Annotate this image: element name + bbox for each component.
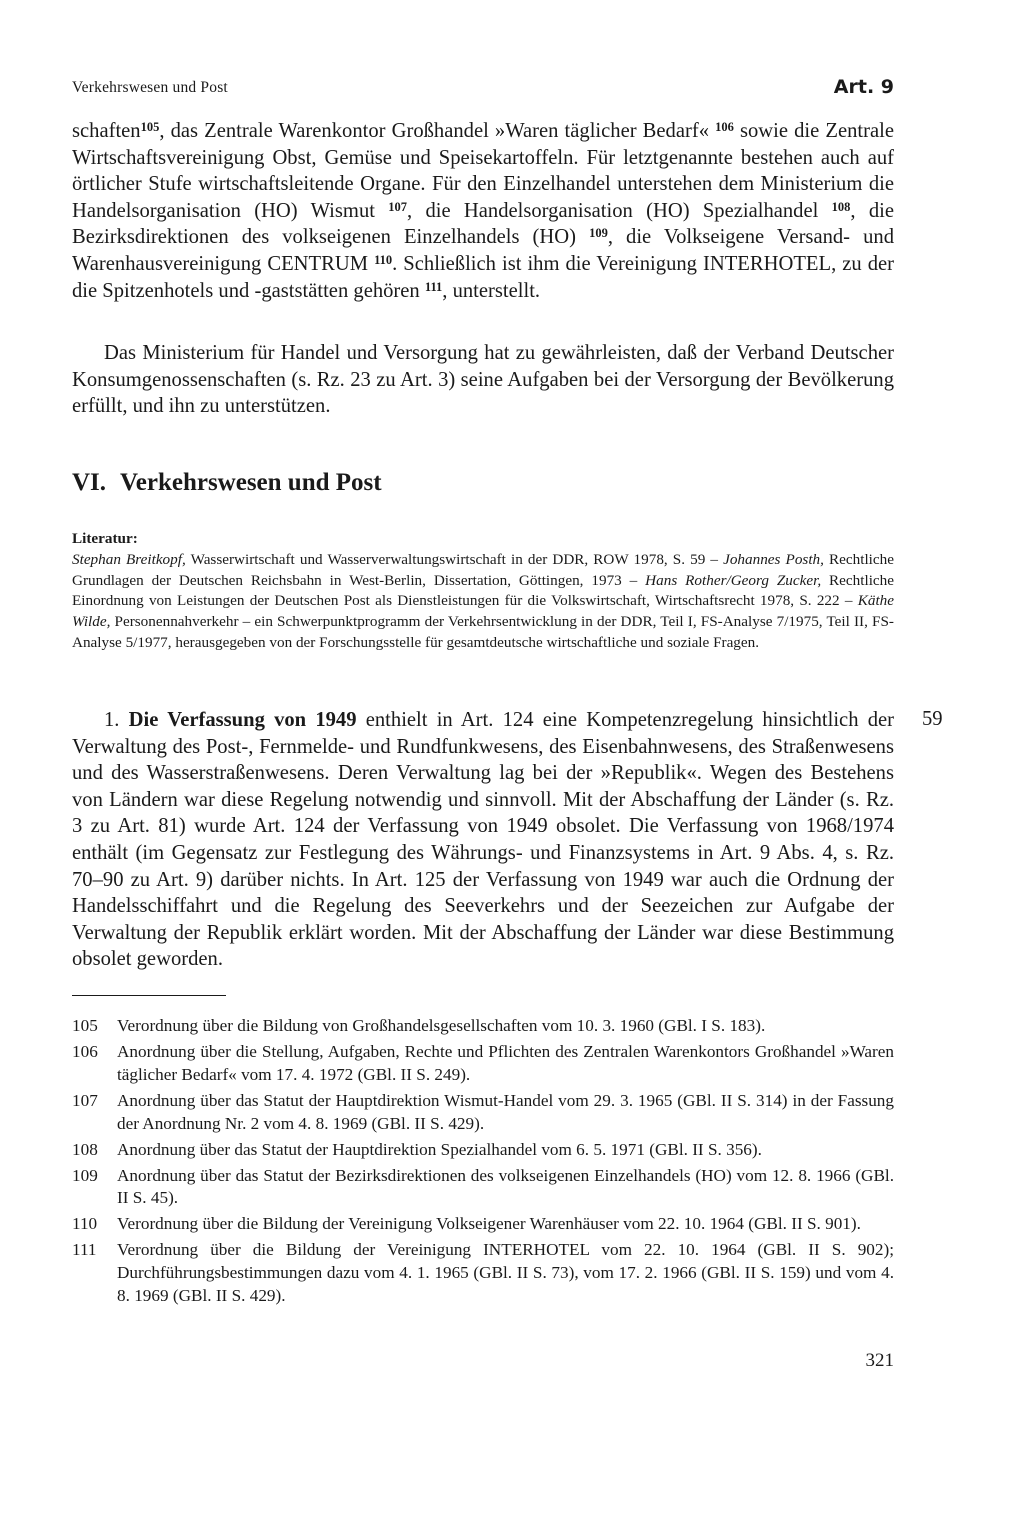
section-heading	[72, 469, 382, 497]
footnote-109	[72, 1165, 894, 1211]
lit-author-4: Käthe Wilde,	[72, 592, 894, 631]
article-label: Art. 9	[833, 76, 894, 98]
literature-text: Stephan Breitkopf, Wasserwirtschaft und Wasserverwaltungswirtschaft in der DDR, ROW 1978, S. 59 – Johannes Posth, Rechtliche Grundlagen der Deutschen Reichsbahn in West-Berlin, Dissertation, Göttingen, 1973 – Hans Rother/Georg Zucker, Rechtliche Einordnung von Leistungen der Deutschen Post als Dienstleistungen für die Volkswirtschaft, Wirtschaftsrecht 1978, S. 222 – Käthe Wilde, Personennahverkehr – ein Schwerpunktprogramm der Verkehrsentwicklung in der DDR, Teil I, FS-Analyse 7/1975, Teil II, FS-Analyse 5/1977, herausgegeben von der Forschungsstelle für gesamtdeutsche wirtschaftliche und soziale Fragen.	[72, 550, 894, 651]
footnote-text: Anordnung über das Statut der Bezirksdirektionen des volkseigenen Einzelhandels (HO) vom 12. 8. 1966 (GBl. II S. 45).	[117, 1165, 894, 1208]
margin-number: 59	[922, 708, 943, 730]
section-title: Verkehrswesen und Post	[120, 469, 382, 496]
footnote-107	[72, 1090, 894, 1136]
footnote-ref-106[interactable]: 106	[715, 120, 734, 134]
footnote-number: 107	[72, 1090, 98, 1110]
footnote-ref-111[interactable]: 111	[424, 279, 443, 294]
footnote-text: Verordnung über die Bildung der Vereinigung INTERHOTEL vom 22. 10. 1964 (GBl. II S. 902); Durchführungsbestimmungen dazu vom 4. 1. 1965 (GBl. II S. 73), vom 17. 2. 1966 (GBl. II S. 159) und vom 4. 8. 1969 (GBl. II S. 429).	[117, 1240, 894, 1305]
footnote-text: Anordnung über das Statut der Hauptdirektion Spezialhandel vom 6. 5. 1971 (GBl. II S. 356).	[117, 1139, 762, 1159]
lit-author-3: Hans Rother/Georg Zucker,	[645, 571, 822, 589]
lit-author-2: Johannes Posth,	[723, 550, 824, 568]
paragraph-lead: Die Verfassung von 1949	[128, 709, 357, 731]
footnote-105	[72, 1015, 894, 1038]
footnote-number: 111	[72, 1240, 97, 1260]
footnote-ref-105[interactable]: 105	[140, 120, 160, 134]
footnote-ref-109[interactable]: 109	[589, 226, 608, 241]
footnote-rule	[72, 995, 226, 996]
footnote-text: Anordnung über die Stellung, Aufgaben, Rechte und Pflichten des Zentralen Warenkontors Großhandel »Waren täglicher Bedarf« vom 17. 4. 1972 (GBl. II S. 249).	[117, 1041, 894, 1084]
footnote-number: 109	[72, 1165, 98, 1185]
footnote-text: Anordnung über das Statut der Hauptdirektion Wismut-Handel vom 29. 3. 1965 (GBl. II S. 314) in der Fassung der Anordnung Nr. 2 vom 4. 8. 1969 (GBl. II S. 429).	[117, 1090, 894, 1133]
paragraph-constitution-1949: 1. Die Verfassung von 1949 enthielt in Art. 124 eine Kompetenzregelung hinsichtlich der Verwaltung des Post-, Fernmelde- und Rundfunkwesens, des Eisenbahnwesens, des Straßenwesens und des Wasserstraßenwesens. Deren Verwaltung lag bei der »Republik«. Wegen des Bestehens von Ländern war diese Regelung notwendig und sinnvoll. Mit der Abschaffung der Länder (s. Rz. 3 zu Art. 81) wurde Art. 124 der Verfassung von 1949 obsolet. Die Verfassung von 1968/1974 enthält (im Gegensatz zur Festlegung des Währungs- und Finanzsystems in Art. 9 Abs. 4, s. Rz. 70–90 zu Art. 9) darüber nichts. In Art. 125 der Verfassung von 1949 war auch die Ordnung der Handelsschiffahrt und die Regelung des Seeverkehrs und der Seezeichen zur Aufgabe der Verwaltung der Republik erklärt worden. Mit der Abschaffung der Länder war diese Bestimmung obsolet geworden.	[72, 709, 894, 971]
footnote-text: Verordnung über die Bildung der Vereinigung Volkseigener Warenhäuser vom 22. 10. 1964 (GBl. II S. 901).	[117, 1214, 861, 1234]
footnote-ref-110[interactable]: 110	[374, 252, 393, 267]
footnote-106	[72, 1041, 894, 1087]
paragraph-continuation: schaften$^{105}$, das Zentrale Warenkontor Großhandel »Waren täglicher Bedarf« $^{106}$ sowie die Zentrale Wirtschaftsvereinigung Obst, Gemüse und Speisekartoffeln. Für letztgenannte bestehen auch auf örtlicher Stufe wirtschaftsleitende Organe. Für den Einzelhandel unterstehen dem Ministerium die Handelsorganisation (HO) Wismut $^{107}$, die Handelsorganisation (HO) Spezialhandel $^{108}$, die Bezirksdirektionen des volkseigenen Einzelhandels (HO) $^{109}$, die Volkseigene Versand- und Warenhausvereinigung CENTRUM $^{110}$. Schließlich ist ihm die Vereinigung INTERHOTEL, zu der die Spitzenhotels und -gaststätten gehören $^{111}$, unterstellt.	[72, 120, 895, 302]
footnote-number: 108	[72, 1139, 98, 1159]
running-title: Verkehrswesen und Post	[72, 79, 228, 96]
lit-author-1: Stephan Breitkopf,	[72, 550, 186, 568]
footnote-110	[72, 1213, 894, 1236]
footnote-number: 106	[72, 1041, 98, 1061]
footnote-number: 110	[72, 1214, 98, 1234]
section-number: VI.	[72, 469, 107, 496]
footnote-ref-108[interactable]: 108	[831, 199, 851, 214]
literature-label: Literatur:	[72, 530, 138, 547]
footnote-number: 105	[72, 1016, 98, 1035]
running-header	[72, 76, 894, 102]
footnote-text: Verordnung über die Bildung von Großhandelsgesellschaften vom 10. 3. 1960 (GBl. I S. 183).	[117, 1016, 766, 1035]
paragraph-ministry: Das Ministerium für Handel und Versorgung hat zu gewährleisten, daß der Verband Deutscher Konsumgenossenschaften (s. Rz. 23 zu Art. 3) seine Aufgaben bei der Versorgung der Bevölkerung erfüllt, und ihn zu unterstützen.	[72, 342, 894, 418]
literature-block	[72, 529, 894, 654]
page-number: 321	[865, 1350, 894, 1371]
footnotes	[72, 1015, 894, 1311]
footnote-ref-107[interactable]: 107	[388, 199, 408, 214]
footnote-108	[72, 1139, 894, 1162]
footnote-111	[72, 1239, 894, 1307]
